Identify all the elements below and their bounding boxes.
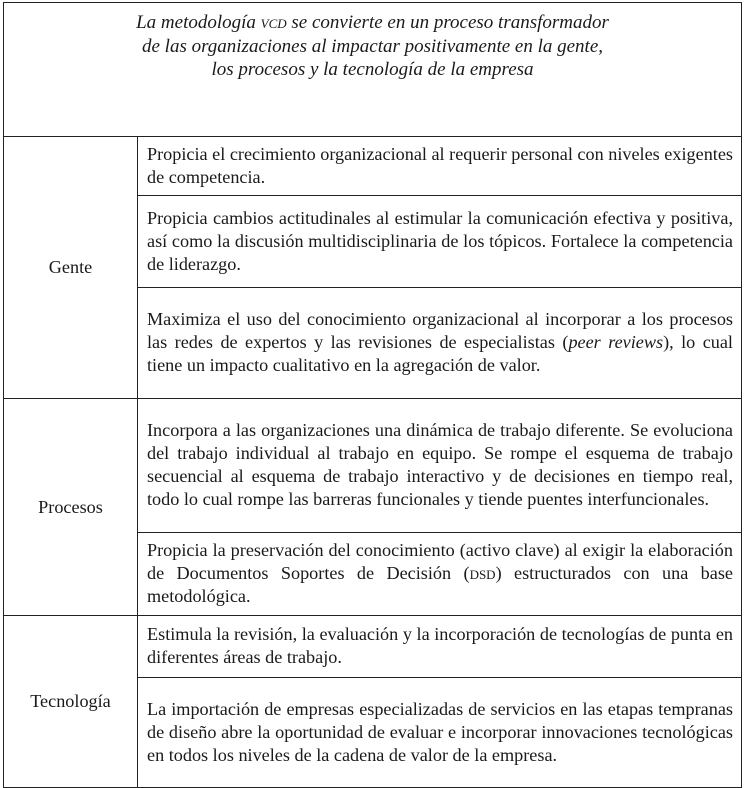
- header-row: [4, 3, 742, 137]
- category-tecnologia: Tecnología: [4, 616, 138, 788]
- italic-term: peer reviews: [568, 332, 664, 352]
- vcd-impact-table: [3, 2, 742, 788]
- text-segment: Propicia la preservación del conocimiento (activo clave) al exigir la elaboración de Documentos Soportes de Decisión (: [147, 540, 733, 583]
- header-text: se convierte en un proceso transformador: [286, 12, 609, 33]
- text-segment: ) estructurados con una base metodológica.: [147, 563, 733, 606]
- acronym-vcd: vcd: [260, 12, 287, 33]
- cell-text: Propicia el crecimiento organizacional al requerir personal con niveles exigentes de competencia.: [138, 137, 742, 196]
- cell-text: La importación de empresas especializadas de servicios en las etapas tempranas de diseño abre la oportunidad de evaluar e incorporar innovaciones tecnológicas en todos los niveles de la cadena de valor de la empresa.: [138, 678, 742, 788]
- text-segment: ), lo cual tiene un impacto cualitativo en la agregación de valor.: [147, 332, 733, 375]
- cell-text: Incorpora a las organizaciones una dinámica de trabajo diferente. Se evoluciona del trabajo individual al trabajo en equipo. Se rompe el esquema de trabajo secuencial al esquema de trabajo interactivo y de decisiones en tiempo real, todo lo cual rompe las barreras funcionales y tiende puentes interfuncionales.: [138, 399, 742, 533]
- cell-text: Propicia cambios actitudinales al estimular la comunicación efectiva y positiva, así como la discusión multidisciplinaria de los tópicos. Fortalece la competencia de liderazgo.: [138, 196, 742, 288]
- cell-text: [138, 533, 742, 616]
- category-gente: Gente: [4, 137, 138, 399]
- text-segment: Maximiza el uso del conocimiento organizacional al incorporar a los procesos las redes de expertos y las revisiones de especialistas (: [147, 309, 733, 352]
- header-line-3: los procesos y la tecnología de la empresa: [211, 59, 534, 80]
- table-row: [4, 616, 742, 678]
- cell-text: Estimula la revisión, la evaluación y la incorporación de tecnologías de punta en diferentes áreas de trabajo.: [138, 616, 742, 678]
- table-row: [4, 137, 742, 196]
- cell-text: [138, 288, 742, 399]
- header-line-1: [136, 12, 609, 33]
- table-header: [4, 3, 742, 137]
- category-procesos: Procesos: [4, 399, 138, 616]
- header-text: La metodología: [136, 12, 261, 33]
- acronym-dsd: dsd: [469, 563, 496, 583]
- table-row: [4, 399, 742, 533]
- header-line-2: de las organizaciones al impactar positivamente en la gente,: [141, 35, 604, 57]
